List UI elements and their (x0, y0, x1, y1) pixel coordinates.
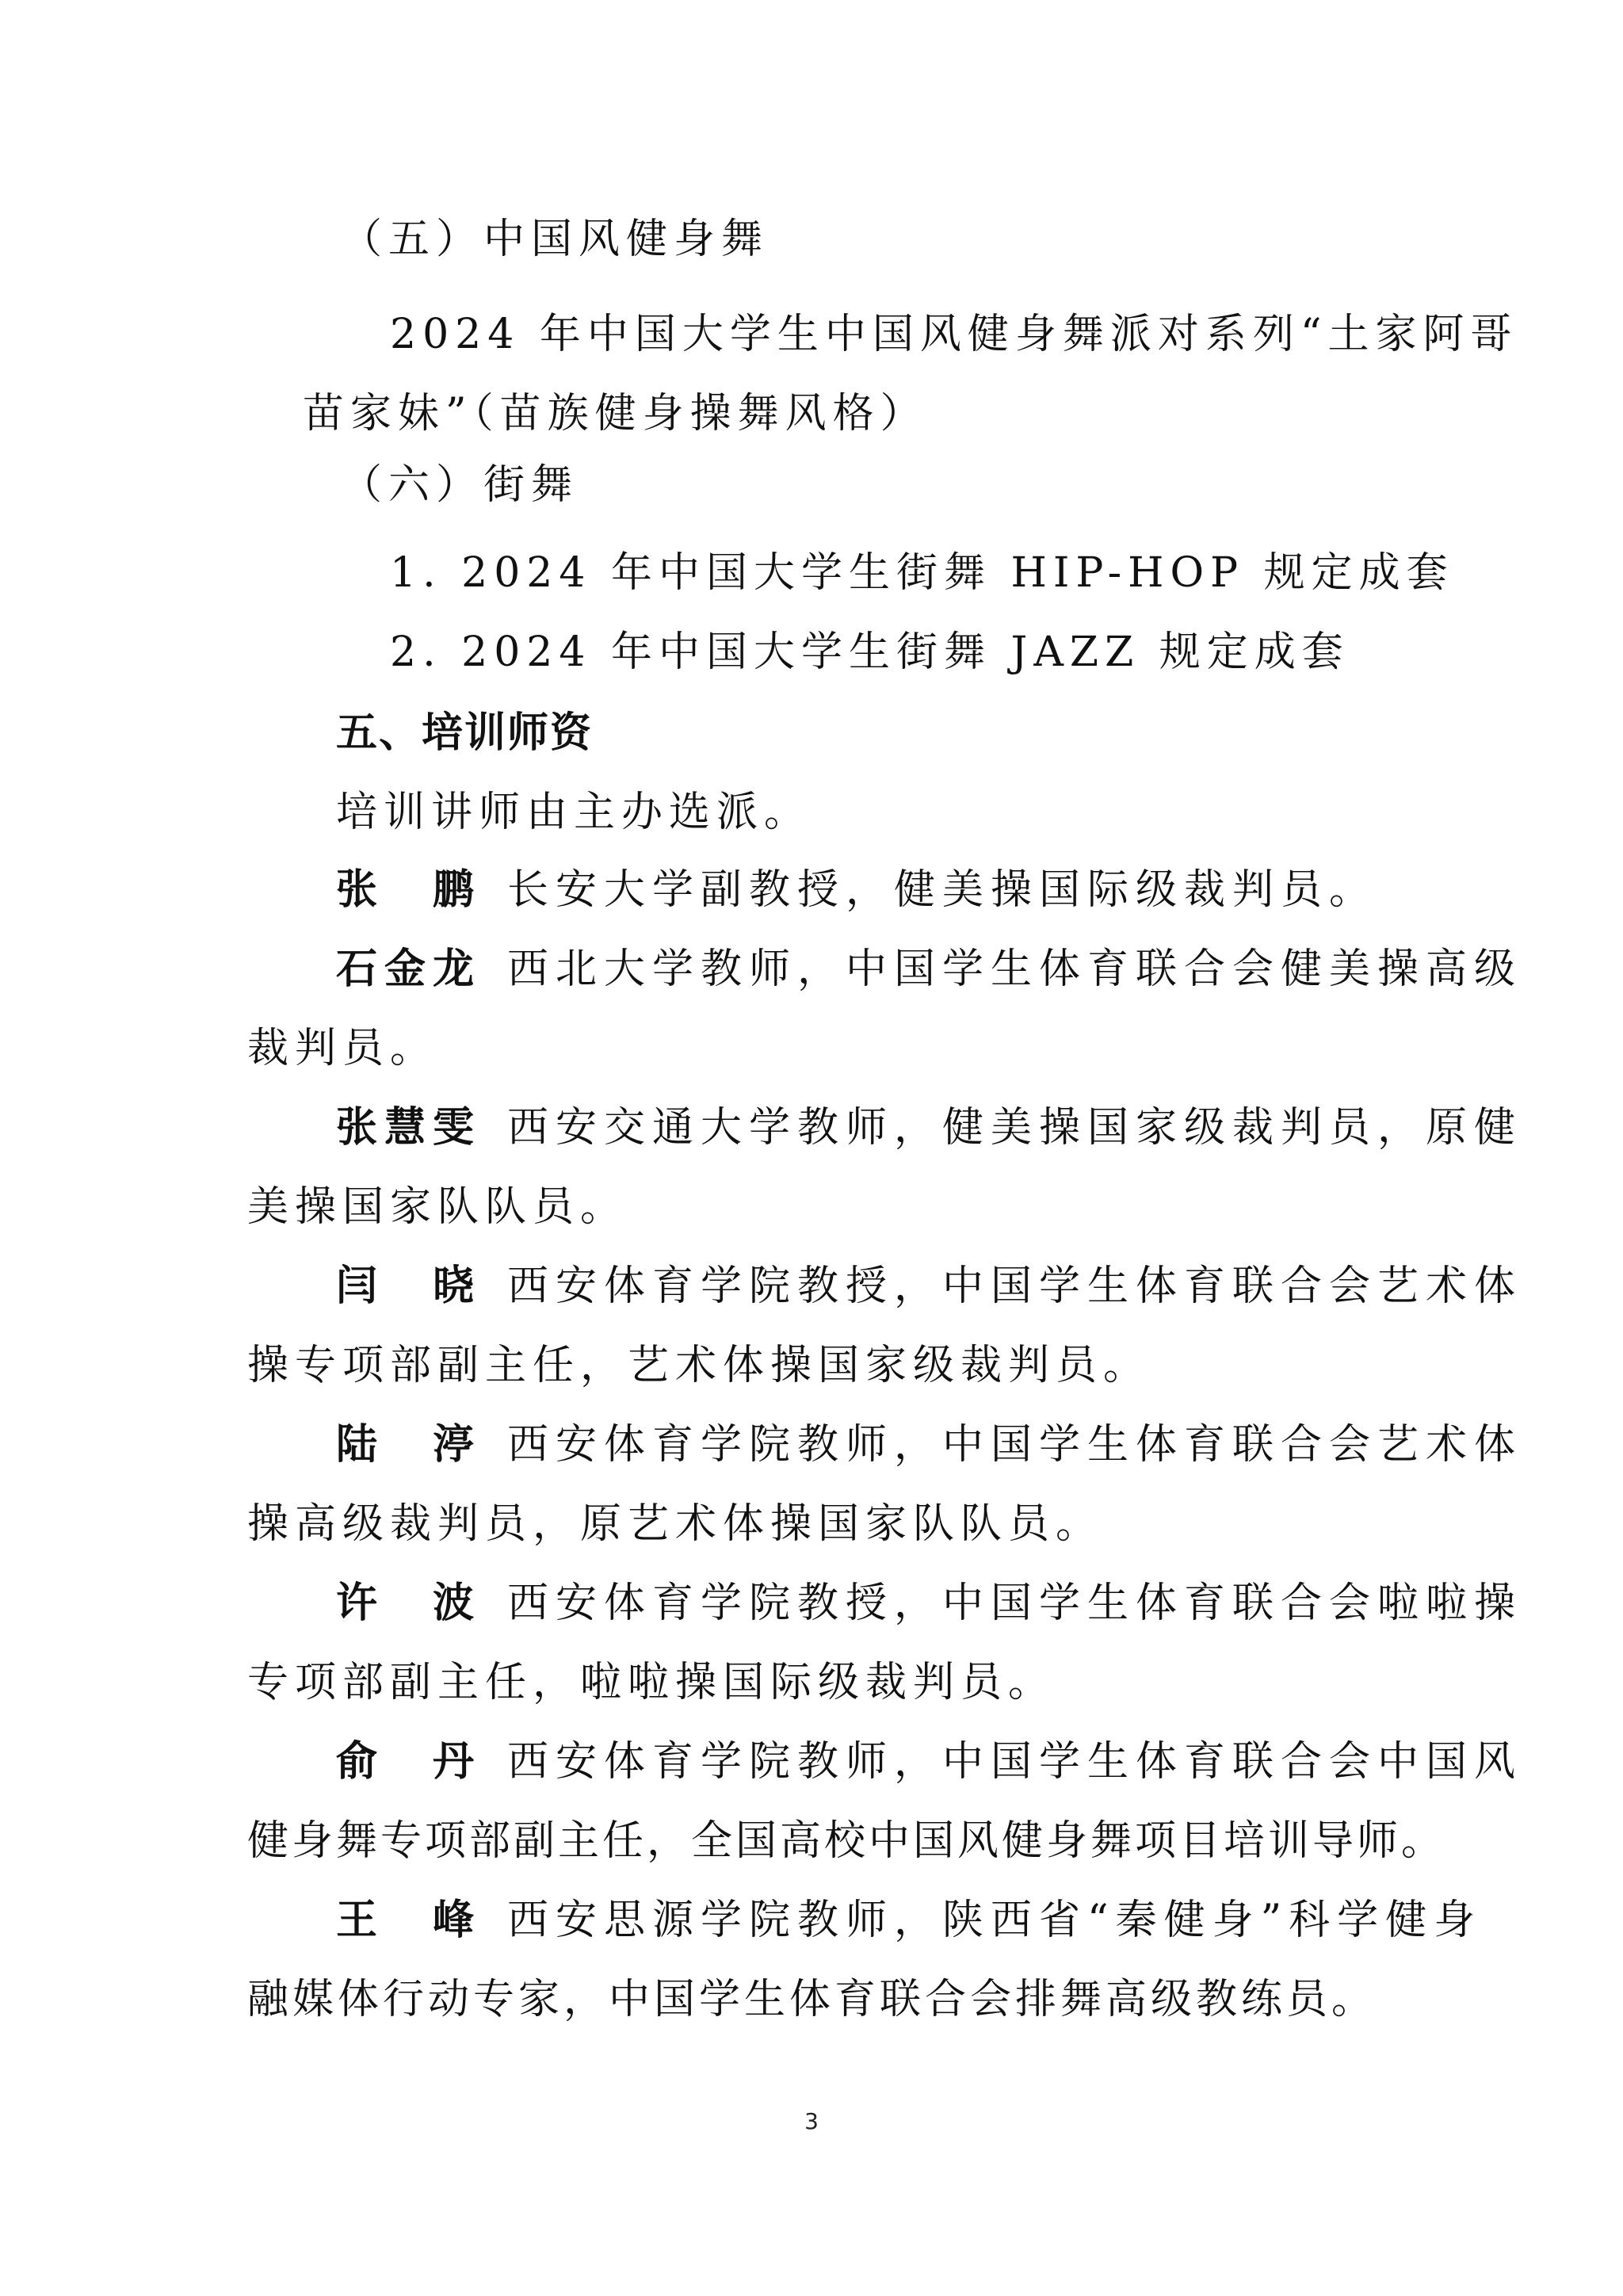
trainer-desc-continued: 裁判员。 (247, 1025, 438, 1072)
trainer-desc: 西安体育学院教师，中国学生体育联合会艺术体 (507, 1421, 1523, 1469)
trainer-entry (336, 1421, 1522, 1469)
trainer-desc: 西北大学教师，中国学生体育联合会健美操高级 (507, 946, 1523, 993)
trainer-name: 俞 丹 (336, 1737, 474, 1786)
trainer-entry (336, 1897, 1482, 1944)
section-5-item-line-2: 苗家妹”（苗族健身操舞风格） (303, 390, 928, 437)
trainer-entry (336, 1738, 1522, 1786)
trainer-name: 王 峰 (336, 1896, 474, 1944)
trainer-desc-continued: 专项部副主任，啦啦操国际级裁判员。 (247, 1659, 1056, 1706)
trainer-desc-continued: 健身舞专项部副主任，全国高校中国风健身舞项目培训导师。 (247, 1817, 1446, 1865)
trainer-entry (336, 1580, 1522, 1627)
section-5-heading: （五）中国风健身舞 (341, 216, 769, 263)
trainers-heading: 五、培训师资 (336, 709, 594, 757)
section-6-item-1: 1. 2024 年中国大学生街舞 HIP-HOP 规定成套 (390, 549, 1454, 597)
trainer-name: 陆 渟 (336, 1420, 474, 1469)
trainer-desc-continued: 美操国家队队员。 (247, 1183, 628, 1231)
trainer-desc: 西安体育学院教授，中国学生体育联合会啦啦操 (507, 1580, 1523, 1627)
trainer-name: 闫 晓 (336, 1262, 474, 1310)
trainer-name: 张 鹏 (336, 865, 474, 914)
trainer-entry (336, 866, 1377, 914)
trainer-entry (336, 946, 1522, 993)
trainer-desc-continued: 操专项部副主任，艺术体操国家级裁判员。 (247, 1342, 1151, 1389)
trainer-desc: 西安交通大学教师，健美操国家级裁判员，原健 (507, 1104, 1523, 1152)
trainer-desc: 西安体育学院教师，中国学生体育联合会中国风 (507, 1738, 1523, 1786)
trainer-desc: 西安思源学院教师，陕西省“秦健身”科学健身 (507, 1897, 1483, 1944)
trainer-name: 石金龙 (336, 945, 474, 993)
trainer-entry (336, 1263, 1522, 1310)
trainer-desc-continued: 融媒体行动专家，中国学生体育联合会排舞高级教练员。 (247, 1976, 1377, 2023)
trainer-desc: 长安大学副教授，健美操国际级裁判员。 (507, 866, 1378, 914)
section-6-item-2: 2. 2024 年中国大学生街舞 JAZZ 规定成套 (390, 628, 1350, 676)
section-6-heading: （六）街舞 (341, 461, 579, 509)
section-5-item-line-1: 2024 年中国大学生中国风健身舞派对系列“土家阿哥 (390, 311, 1518, 358)
page-number: 3 (804, 2108, 819, 2134)
trainer-name: 张慧雯 (336, 1103, 474, 1152)
trainer-desc: 西安体育学院教授，中国学生体育联合会艺术体 (507, 1263, 1523, 1310)
trainers-intro: 培训讲师由主办选派。 (336, 789, 812, 836)
trainer-desc-continued: 操高级裁判员，原艺术体操国家队队员。 (247, 1500, 1104, 1548)
trainer-name: 许 波 (336, 1579, 474, 1627)
trainer-entry (336, 1104, 1522, 1152)
